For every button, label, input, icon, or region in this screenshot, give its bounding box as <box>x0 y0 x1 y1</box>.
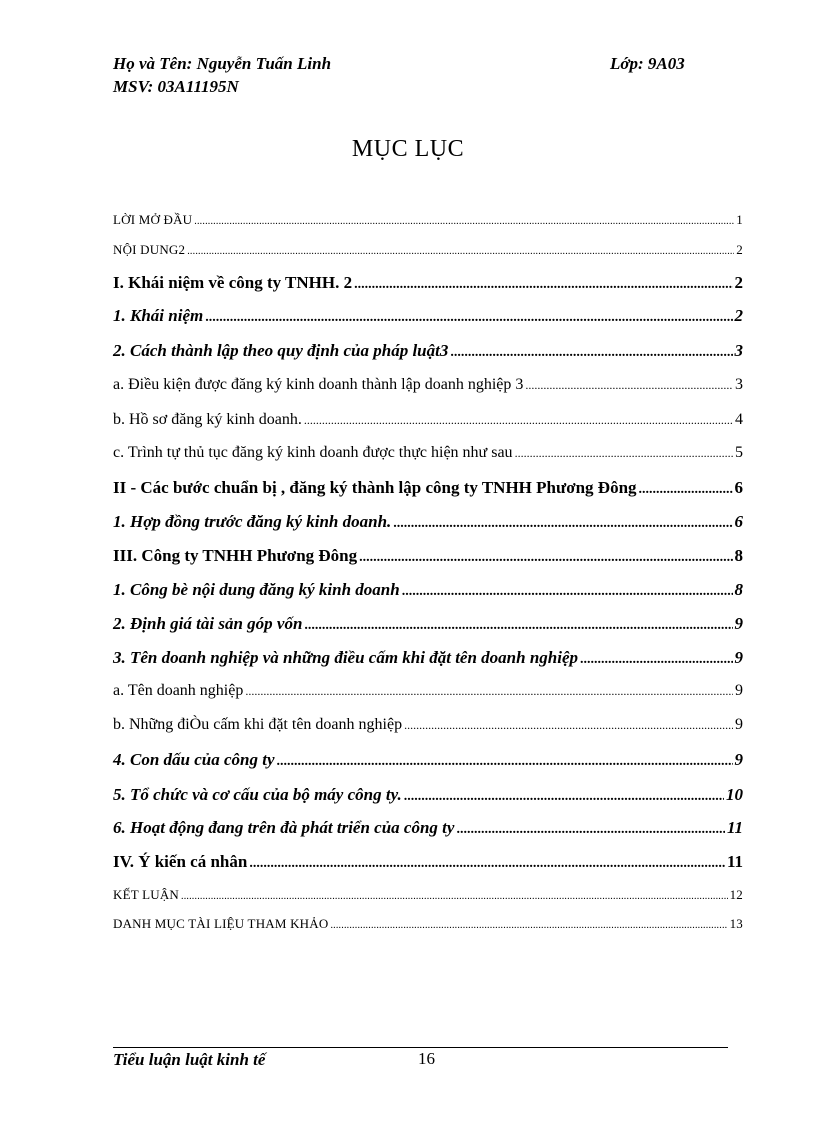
toc-entry-text: LỜI MỞ ĐẦU <box>113 212 193 227</box>
toc-entry-text: IV. Ý kiến cá nhân <box>113 852 248 871</box>
toc-entry-text: 6. Hoạt động đang trên đà phát triển của công ty <box>113 818 455 837</box>
toc-entry[interactable] <box>113 478 743 498</box>
toc-entry[interactable] <box>113 376 743 394</box>
toc-entry[interactable] <box>113 887 743 903</box>
toc-entry-text: 4. Con dấu của công ty <box>113 750 275 769</box>
toc-page-number: 10 <box>726 785 743 804</box>
toc-page-number: 8 <box>734 546 743 565</box>
student-name: Họ và Tên: Nguyễn Tuấn Linh <box>113 54 332 73</box>
toc-dot-leader <box>304 618 732 634</box>
toc-dot-leader <box>450 345 732 361</box>
toc-dot-leader <box>194 216 734 227</box>
toc-entry-text: 1. Công bè nội dung đăng ký kinh doanh <box>113 580 400 599</box>
toc-entry-text: c. Trình tự thủ tục đăng ký kinh doanh được thực hiện như sau <box>113 444 513 461</box>
toc-dot-leader <box>404 789 724 805</box>
toc-page-number: 2 <box>734 273 743 292</box>
toc-dot-leader <box>393 516 732 532</box>
toc-entry[interactable] <box>113 411 743 429</box>
toc-entry[interactable] <box>113 648 743 668</box>
toc-entry[interactable] <box>113 750 743 770</box>
toc-page-number: 3 <box>735 376 743 393</box>
toc-entry[interactable] <box>113 785 743 805</box>
toc-entry-text: a. Tên doanh nghiệp <box>113 682 244 699</box>
toc-entry-text: II - Các bước chuẩn bị , đăng ký thành lập công ty TNHH Phương Đông <box>113 478 637 497</box>
footer-divider <box>113 1047 728 1048</box>
toc-entry-text: 1. Khái niệm <box>113 306 204 325</box>
toc-entry[interactable] <box>113 682 743 700</box>
toc-page-number: 2 <box>736 242 743 257</box>
toc-page-number: 8 <box>734 580 743 599</box>
toc-entry[interactable] <box>113 614 743 634</box>
toc-entry-text: b. Những điÒu cấm khi đặt tên doanh nghiệp <box>113 716 403 733</box>
toc-entry[interactable] <box>113 716 743 734</box>
toc-entry-text: I. Khái niệm về công ty TNHH. 2 <box>113 273 353 292</box>
toc-page-number: 9 <box>734 648 743 667</box>
toc-dot-leader <box>404 718 733 733</box>
toc-page-number: 3 <box>734 341 743 360</box>
toc-page-number: 2 <box>734 306 743 325</box>
toc-dot-leader <box>187 246 734 257</box>
toc-entry[interactable] <box>113 306 743 326</box>
toc-dot-leader <box>330 920 727 931</box>
toc-entry[interactable] <box>113 242 743 258</box>
toc-dot-leader <box>359 550 732 566</box>
toc-entry-text: 2. Cách thành lập theo quy định của pháp luật3 <box>113 341 449 360</box>
toc-dot-leader <box>205 310 732 326</box>
toc-dot-leader <box>277 754 733 770</box>
toc-page-number: 9 <box>735 682 743 699</box>
toc-page-number: 1 <box>736 212 743 227</box>
toc-dot-leader <box>580 652 732 668</box>
page-number: 16 <box>418 1049 435 1068</box>
toc-entry-text: b. Hồ sơ đăng ký kinh doanh. <box>113 411 302 428</box>
toc-page-number: 5 <box>735 444 743 461</box>
toc-entry-text: 3. Tên doanh nghiệp và những điều cấm khi đặt tên doanh nghiệp <box>113 648 579 667</box>
toc-entry[interactable] <box>113 341 743 361</box>
toc-page-number: 9 <box>735 716 743 733</box>
student-id: MSV: 03A11195N <box>113 77 239 96</box>
toc-entry[interactable] <box>113 916 743 932</box>
toc-entry-text: III. Công ty TNHH Phương Đông <box>113 546 358 565</box>
toc-dot-leader <box>639 482 733 498</box>
toc-entry[interactable] <box>113 444 743 462</box>
toc-entry[interactable] <box>113 546 743 566</box>
toc-entry[interactable] <box>113 852 743 872</box>
toc-entry-text: 5. Tổ chức và cơ cấu của bộ máy công ty. <box>113 785 402 804</box>
toc-entry[interactable] <box>113 580 743 600</box>
toc-dot-leader <box>304 413 733 428</box>
toc-entry[interactable] <box>113 512 743 532</box>
toc-entry-text: 2. Định giá tài sản góp vốn <box>113 614 303 633</box>
footer-title: Tiểu luận luật kinh tế <box>113 1050 266 1069</box>
toc-page-number: 11 <box>726 852 743 871</box>
toc-dot-leader <box>456 822 724 838</box>
toc-entry[interactable] <box>113 212 743 228</box>
toc-entry-text: KẾT LUẬN <box>113 887 179 902</box>
toc-page-number: 12 <box>729 887 743 902</box>
toc-entry-text: a. Điều kiện được đăng ký kinh doanh thành lập doanh nghiệp 3 <box>113 376 524 393</box>
toc-dot-leader <box>402 584 733 600</box>
toc-page-number: 13 <box>729 916 743 931</box>
toc-page-number: 6 <box>734 512 743 531</box>
toc-dot-leader <box>245 684 733 699</box>
toc-entry-text: NỘI DUNG2 <box>113 242 186 257</box>
toc-page-number: 9 <box>734 614 743 633</box>
toc-dot-leader <box>525 378 733 393</box>
toc-entry-text: 1. Hợp đồng trước đăng ký kinh doanh. <box>113 512 392 531</box>
toc-dot-leader <box>249 856 725 872</box>
toc-page-number: 11 <box>726 818 743 837</box>
class-info: Lớp: 9A03 <box>610 54 685 73</box>
toc-page-number: 4 <box>735 411 743 428</box>
toc-entry[interactable] <box>113 818 743 838</box>
toc-page-number: 9 <box>734 750 743 769</box>
toc-entry[interactable] <box>113 273 743 293</box>
page-title: MỤC LỤC <box>351 136 465 162</box>
toc-dot-leader <box>354 277 732 293</box>
toc-page-number: 6 <box>734 478 743 497</box>
toc-entry-text: DANH MỤC TÀI LIỆU THAM KHẢO <box>113 916 329 931</box>
toc-dot-leader <box>515 446 733 461</box>
toc-dot-leader <box>181 891 728 902</box>
